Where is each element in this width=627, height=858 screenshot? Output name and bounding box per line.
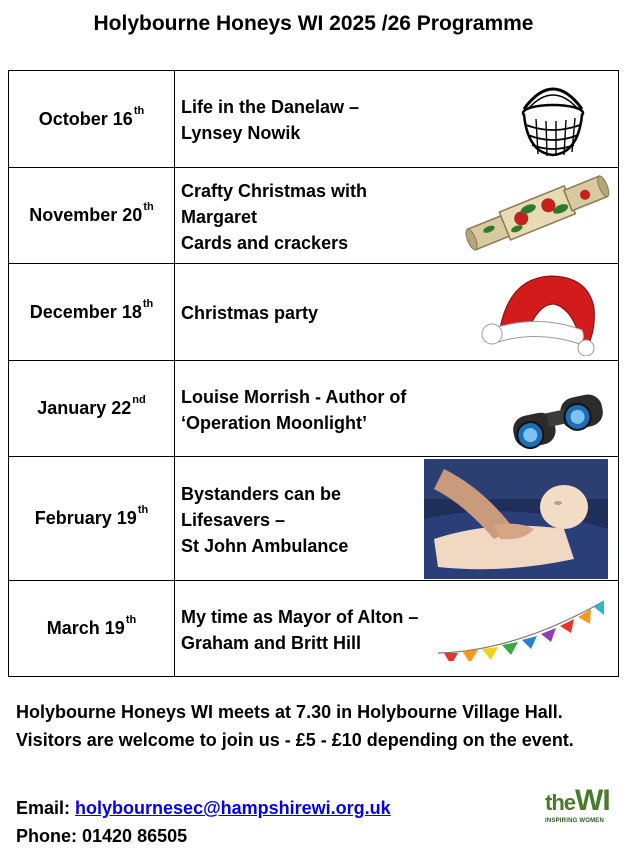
page-title: Holybourne Honeys WI 2025 /26 Programme [93, 12, 534, 35]
event-date: January 22nd [9, 361, 175, 457]
event-description: Christmas party [175, 264, 619, 361]
programme-row [9, 581, 619, 677]
event-description: My time as Mayor of Alton – Graham and Britt Hill [175, 581, 619, 677]
event-description: Crafty Christmas with Margaret Cards and crackers [175, 168, 619, 264]
event-date: November 20th [9, 168, 175, 264]
event-date: February 19th [9, 457, 175, 581]
event-date: March 19th [9, 581, 175, 677]
event-date: December 18th [9, 264, 175, 361]
event-description: Life in the Danelaw – Lynsey Nowik [175, 71, 619, 168]
event-description: Bystanders can be Lifesavers – St John Ambulance [175, 457, 619, 581]
wi-logo: theWI INSPIRING WOMEN [545, 784, 610, 824]
programme-row [9, 168, 619, 264]
programme-table [8, 70, 619, 677]
email-link[interactable]: holybournesec@hampshirewi.org.uk [75, 798, 391, 818]
phone-line: Phone: 01420 86505 [16, 826, 188, 846]
email-line: Email: holybournesec@hampshirewi.org.uk [16, 798, 391, 818]
phone-number: 01420 86505 [82, 826, 188, 846]
programme-row [9, 361, 619, 457]
programme-row [9, 457, 619, 581]
programme-row [9, 264, 619, 361]
programme-row [9, 71, 619, 168]
event-date: October 16th [9, 71, 175, 168]
event-description: Louise Morrish - Author of ‘Operation Moonlight’ [175, 361, 619, 457]
meeting-info: Holybourne Honeys WI meets at 7.30 in Holybourne Village Hall. Visitors are welcome to join us - £5 - £10 depending on the event. [16, 702, 574, 750]
